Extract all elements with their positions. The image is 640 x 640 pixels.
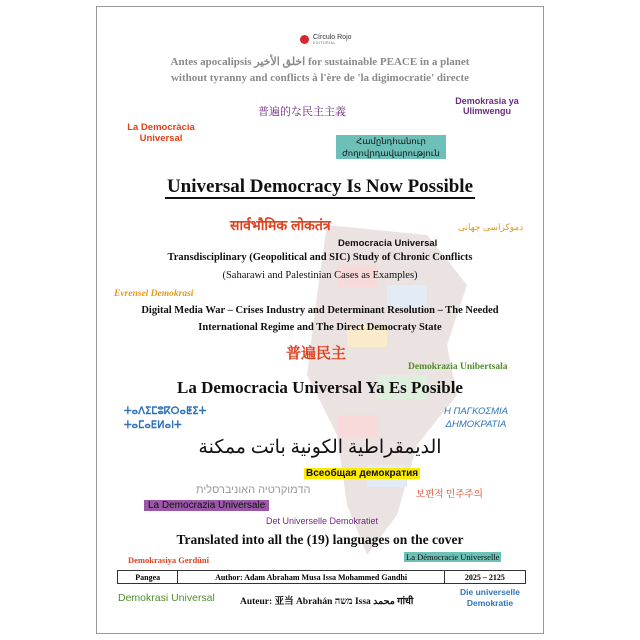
lang-hebrew: הדמוקרטיה האוניברסלית xyxy=(196,484,311,496)
subtitle-line-2: without tyranny and conflicts à l'ère de 'la digimocratie' directe xyxy=(170,72,470,84)
lang-french: La Démocracie Universelle xyxy=(406,552,500,562)
lang-russian: Всеобщая демократия xyxy=(306,468,419,479)
logo-icon xyxy=(300,35,309,44)
lang-danish: Det Universelle Demokratiet xyxy=(266,516,379,526)
title-spanish: La Democracia Universal Ya Es Posible xyxy=(177,378,463,397)
translated-note: Translated into all the (19) languages on the cover xyxy=(176,532,464,547)
info-author: Author: Adam Abraham Musa Issa Mohammed Gandhi xyxy=(178,571,444,583)
lang-italian: La Democrazia Universale xyxy=(144,500,269,511)
lang-tamazight-2: ⵜⴰⵎⴰⴹⵍⴰⵏⵜ xyxy=(124,420,182,431)
description-line-1: Transdisciplinary (Geopolitical and SIC) Study of Chronic Conflicts xyxy=(167,252,473,263)
author-line: Auteur: 亚当 Abrahán משה Issa محمد गांधी xyxy=(240,597,414,607)
lang-indonesian: Demokrasi Universal xyxy=(118,592,215,604)
info-years: 2025 – 2125 xyxy=(464,572,505,582)
publisher-sub: EDITORIAL xyxy=(313,41,336,45)
description-line-3: Digital Media War – Crises Industry and Determinant Resolution – The Needed xyxy=(141,305,499,316)
lang-japanese: 普遍的な民主主義 xyxy=(258,106,346,118)
subtitle-line-1: Antes apocalipsis اخلق الأخير for sustainable PEACE in a planet xyxy=(170,56,470,68)
lang-swahili: Demokrasia ya Ulimwengu xyxy=(455,96,519,116)
lang-turkish: Evrensel Demokrasi xyxy=(114,289,194,299)
lang-dutch: Die universelle Demokratie xyxy=(459,587,520,608)
publisher-name: Círculo Rojo xyxy=(313,34,352,41)
info-collection: Pangea xyxy=(118,571,178,583)
lang-arabic: الديمقراطية الكونية باتت ممكنة xyxy=(198,437,442,458)
lang-basque: Demokrazia Unibertsala xyxy=(408,362,508,372)
publisher-logo xyxy=(300,34,352,45)
lang-chinese: 普遍民主 xyxy=(286,345,347,362)
lang-kurdish: Demokrasiya Gerdûnî xyxy=(128,555,209,565)
lang-korean: 보편적 민주주의 xyxy=(416,489,483,500)
description-line-4: International Regime and The Direct Democraty State xyxy=(198,322,442,333)
lang-hindi: सार्वभौमिक लोकतंत्र xyxy=(230,217,331,233)
lang-portuguese: Democracia Universal xyxy=(338,238,438,249)
title-english: Universal Democracy Is Now Possible xyxy=(166,176,474,197)
lang-tamazight-1: ⵜⴰⴷⵉⵎⵓⴽⵔⴰⵟⵉⵜ xyxy=(124,406,207,417)
description-line-2: (Saharawi and Palestinian Cases as Examples) xyxy=(222,270,418,281)
lang-persian: دموکراسی جهانی xyxy=(458,222,524,232)
lang-greek: Η ΠΑΓΚΟΣΜΙΑ ΔΗΜΟΚΡΑΤΙΑ xyxy=(444,406,508,430)
lang-catalan: La Democràcia Universal xyxy=(127,122,195,144)
lang-armenian: Համընդհանուր ժողովրդավարություն xyxy=(336,135,446,159)
info-table xyxy=(117,570,526,584)
